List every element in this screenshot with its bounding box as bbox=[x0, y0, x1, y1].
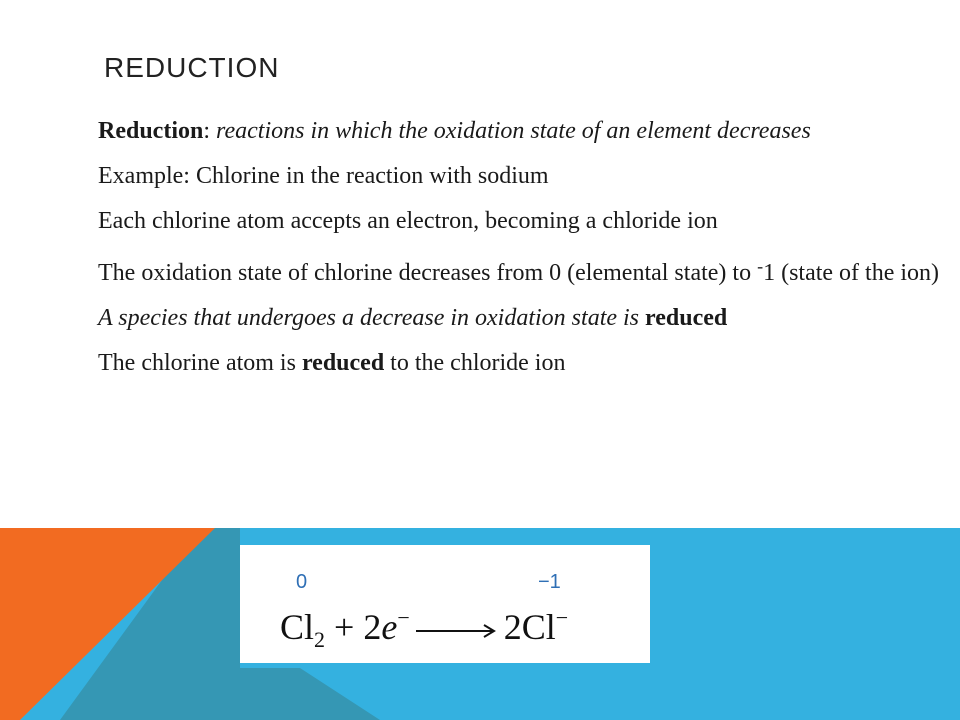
slide-title: REDUCTION bbox=[104, 52, 280, 83]
species-paragraph bbox=[98, 301, 948, 336]
chlorine-paragraph bbox=[98, 346, 948, 381]
oxidation-text-b: 1 (state of the ion) bbox=[763, 260, 940, 286]
chlorine-reduced: reduced bbox=[301, 350, 385, 376]
definition-text: reactions in which the oxidation state of an element decreases bbox=[216, 118, 811, 144]
reactant-subscript: 2 bbox=[314, 627, 326, 652]
term-colon: : bbox=[203, 118, 217, 144]
electron-symbol: e bbox=[381, 607, 398, 647]
species-text: A species that undergoes a decrease in oxidation state is bbox=[98, 305, 646, 331]
example-paragraph: Example: Chlorine in the reaction with sodium bbox=[98, 163, 549, 189]
oxidation-state-paragraph bbox=[98, 249, 948, 291]
chlorine-text-b: to the chloride ion bbox=[384, 350, 566, 376]
oxidation-number-reactant: 0 bbox=[296, 571, 308, 593]
electron-charge: − bbox=[397, 605, 410, 630]
species-reduced: reduced bbox=[645, 305, 728, 331]
plus-coefficient: + 2 bbox=[325, 607, 382, 647]
chlorine-text-a: The chlorine atom is bbox=[98, 350, 302, 376]
electron-paragraph: Each chlorine atom accepts an electron, becoming a chloride ion bbox=[98, 208, 718, 234]
definition-paragraph bbox=[98, 114, 948, 149]
product-charge: − bbox=[555, 605, 569, 630]
term-reduction: Reduction bbox=[98, 118, 204, 144]
oxidation-number-product: −1 bbox=[538, 571, 561, 593]
reactant-chlorine: Cl bbox=[280, 607, 315, 647]
oxidation-text-a: The oxidation state of chlorine decreases from 0 (elemental state) to bbox=[98, 260, 758, 286]
product-chloride: 2Cl bbox=[503, 607, 556, 647]
equation-image bbox=[240, 545, 650, 663]
minus-superscript: - bbox=[757, 256, 764, 276]
reaction-arrow-icon bbox=[416, 621, 498, 641]
slide-body bbox=[98, 114, 948, 391]
reduction-equation bbox=[280, 605, 568, 653]
